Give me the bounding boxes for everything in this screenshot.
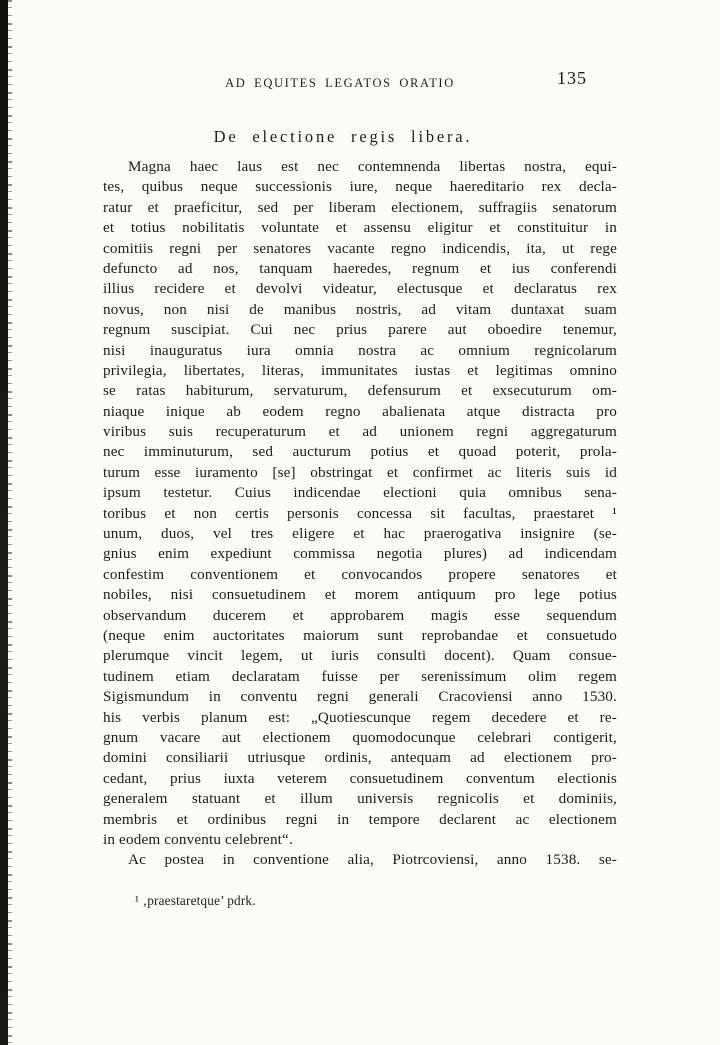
text-line: (neque enim auctoritates maiorum sunt reprobandae et consuetudo bbox=[103, 626, 617, 644]
text-line: tes, quibus neque successionis iure, neque haereditario rex decla- bbox=[103, 178, 617, 196]
text-line: regnum suscipiat. Cui nec prius parere aut oboedire tenemur, bbox=[103, 321, 617, 339]
chapter-title bbox=[103, 127, 617, 147]
text-line: observandum ducerem et approbarem magis esse sequendum bbox=[103, 606, 617, 624]
text-line: comitiis regni per senatores vacante regno indicendis, ita, ut rege bbox=[103, 239, 617, 257]
text-line: et totius nobilitatis voluntate et assensu eligitur et constituitur in bbox=[103, 219, 617, 237]
text-line: ipsum testetur. Cuius indicendae electioni quia omnibus sena- bbox=[103, 484, 617, 502]
text-line: privilegia, libertates, literas, immunitates iustas et legitimas omnino bbox=[103, 361, 617, 379]
text-line: ratur et praeficitur, sed per liberam electionem, suffragiis senatorum bbox=[103, 198, 617, 216]
text-line: his verbis planum est: „Quotiescunque regem decedere et re- bbox=[103, 708, 617, 726]
text-line: turum esse iuramento [se] obstringat et confirmet ac literis suis id bbox=[103, 463, 617, 481]
body-text bbox=[103, 157, 617, 871]
text-line: plerumque vincit legem, ut iuris consulti docent). Quam consue- bbox=[103, 647, 617, 665]
text-line: in eodem conventu celebrent“. bbox=[103, 830, 293, 848]
text-line: confestim conventionem et convocandos propere senatores et bbox=[103, 565, 617, 583]
text-line: unum, duos, vel tres eligere et hac praerogativa insignire (se- bbox=[103, 525, 617, 543]
text-line: generalem statuant et illum universis regnicolis et dominiis, bbox=[103, 790, 617, 808]
text-line: membris et ordinibus regni in tempore declarent ac electionem bbox=[103, 810, 617, 828]
chapter-title-text: De electione regis libera. bbox=[213, 127, 473, 146]
text-line: cedant, prius iuxta veterem consuetudinem conventum electionis bbox=[103, 769, 617, 787]
text-line: gnum vacare aut electionem quomodocunque celebrari contigerit, bbox=[103, 728, 617, 746]
text-line: illius recidere et devolvi videatur, electusque et declaratus rex bbox=[103, 280, 617, 298]
text-line: gnius enim expediunt commissa negotia plures) ad indicendam bbox=[103, 545, 617, 563]
text-line: nobiles, nisi consuetudinem et morem antiquum pro lege potius bbox=[103, 586, 617, 604]
running-header-text: AD EQUITES LEGATOS ORATIO bbox=[225, 76, 455, 90]
text-line: tudinem etiam declaratam fuisse per serenissimum olim regem bbox=[103, 667, 617, 685]
footnote: ¹ ‚praestaretque’ pdrk. bbox=[135, 893, 256, 908]
text-line: defuncto ad nos, tanquam haeredes, regnum et ius conferendi bbox=[103, 259, 617, 277]
page-number: 135 bbox=[557, 68, 587, 88]
text-line: nisi inauguratus iura omnia nostra ac omnium regnicolarum bbox=[103, 341, 617, 359]
text-line: niaque inique ab eodem regno abalienata atque distracta pro bbox=[103, 402, 617, 420]
text-line: nec imminuturum, sed aucturum potius et quoad poterit, prola- bbox=[103, 443, 617, 461]
text-line: Magna haec laus est nec contemnenda libertas nostra, equi- bbox=[128, 158, 617, 175]
text-line: toribus et non certis personis concessa sit facultas, praestaret ¹ bbox=[103, 504, 617, 522]
text-line: viribus suis recuperaturum et ad unionem regni aggregaturum bbox=[103, 423, 617, 441]
scan-gutter-edge bbox=[0, 0, 8, 1045]
text-line: Ac postea in conventione alia, Piotrcoviensi, anno 1538. se- bbox=[128, 851, 617, 869]
running-header bbox=[103, 74, 617, 92]
text-line: domini consiliarii utriusque ordinis, antequam ad electionem pro- bbox=[103, 749, 617, 767]
text-line: novus, non nisi de manibus nostris, ad vitam duntaxat suam bbox=[103, 300, 617, 318]
text-line: se ratas habiturum, servaturum, defensurum et exsecuturum om- bbox=[103, 382, 617, 400]
text-line: Sigismundum in conventu regni generali Cracoviensi anno 1530. bbox=[103, 688, 617, 706]
